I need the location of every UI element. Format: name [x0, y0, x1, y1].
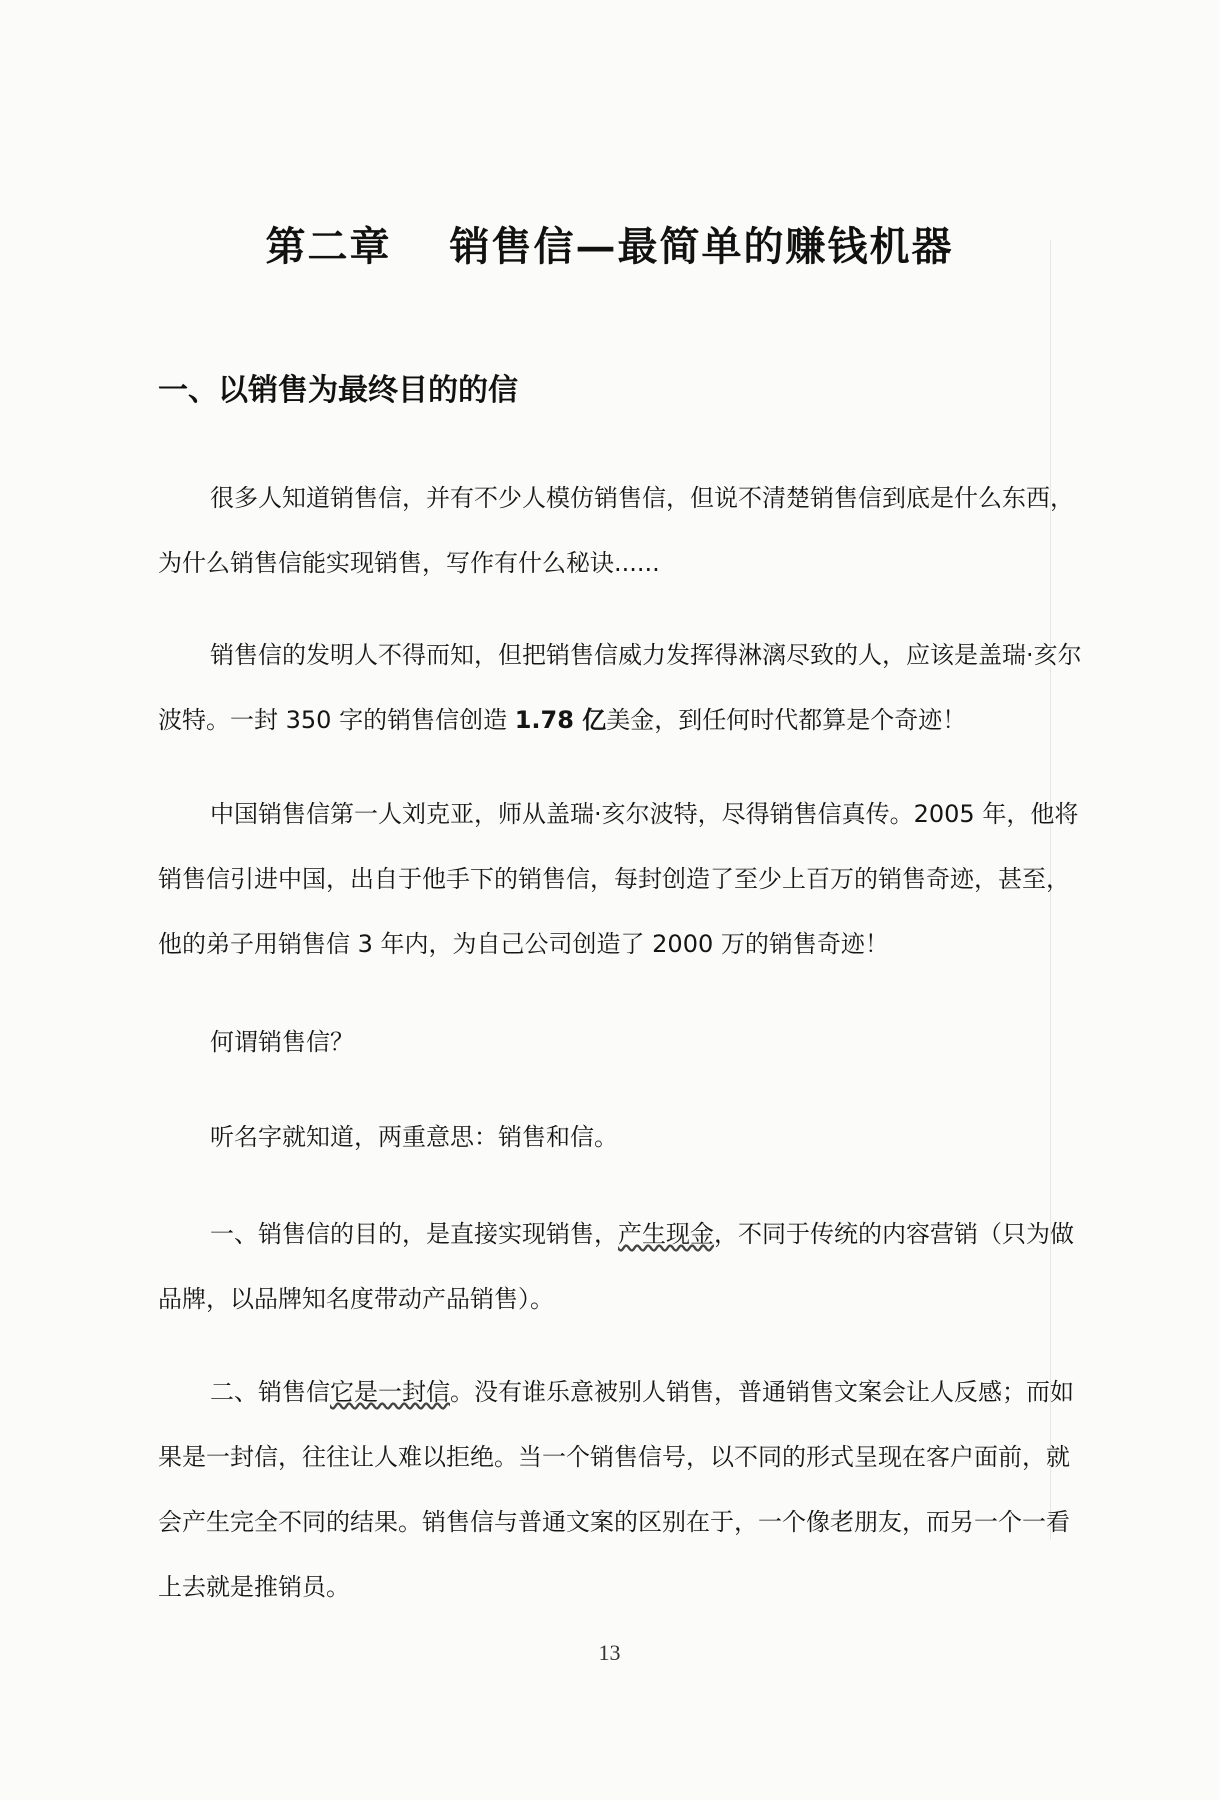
paragraph-intro: 很多人知道销售信，并有不少人模仿销售信，但说不清楚销售信到底是什么东西，为什么销售信能实现销售，写作有什么秘诀...... — [158, 484, 1074, 577]
paragraph-question: 何谓销售信？ — [210, 1028, 354, 1056]
point-one-underlined: 产生现金 — [618, 1220, 714, 1248]
point-two-underlined: 它是一封信 — [330, 1378, 450, 1406]
point-one-text: 一、销售信的目的，是直接实现销售， — [210, 1220, 618, 1248]
paragraph-inventor-text-end: 美金，到任何时代都算是个奇迹！ — [606, 706, 967, 734]
page-number: 13 — [598, 1640, 621, 1665]
paragraph-meaning: 听名字就知道，两重意思：销售和信。 — [210, 1123, 618, 1151]
paragraph-inventor-text: 销售信的发明人不得而知，但把销售信威力发挥得淋漓尽致的人，应该是盖瑞·亥尔波特。一封 350 字的销售信创造 — [158, 641, 1082, 734]
paragraph-point-one — [158, 1202, 1083, 1332]
point-two-text-end: 。没有谁乐意被别人销售，普通销售文案会让人反感；而如果是一封信，往往让人难以拒绝。当一个销售信号，以不同的形式呈现在客户面前，就会产生完全不同的结果。销售信与普通文案的区别在于，一个像老朋友，而另一个一看上去就是推销员。 — [158, 1378, 1074, 1601]
section-heading: 一、以销售为最终目的的信 — [158, 373, 518, 408]
chapter-title: 第二章 销售信—最简单的赚钱机器 — [265, 223, 954, 270]
paragraph-point-two — [158, 1360, 1083, 1620]
point-two-text: 二、销售信 — [210, 1378, 330, 1406]
point-one-text-end: ，不同于传统的内容营销（只为做品牌，以品牌知名度带动产品销售）。 — [158, 1220, 1074, 1313]
paragraph-china: 中国销售信第一人刘克亚，师从盖瑞·亥尔波特，尽得销售信真传。2005 年，他将销售信引进中国，出自于他手下的销售信，每封创造了至少上百万的销售奇迹，甚至，他的弟子用销售信 3 年内，为自己公司创造了 2000 万的销售奇迹！ — [158, 800, 1079, 958]
paragraph-inventor — [158, 623, 1083, 753]
revenue-figure: 1.78 亿 — [514, 706, 607, 734]
